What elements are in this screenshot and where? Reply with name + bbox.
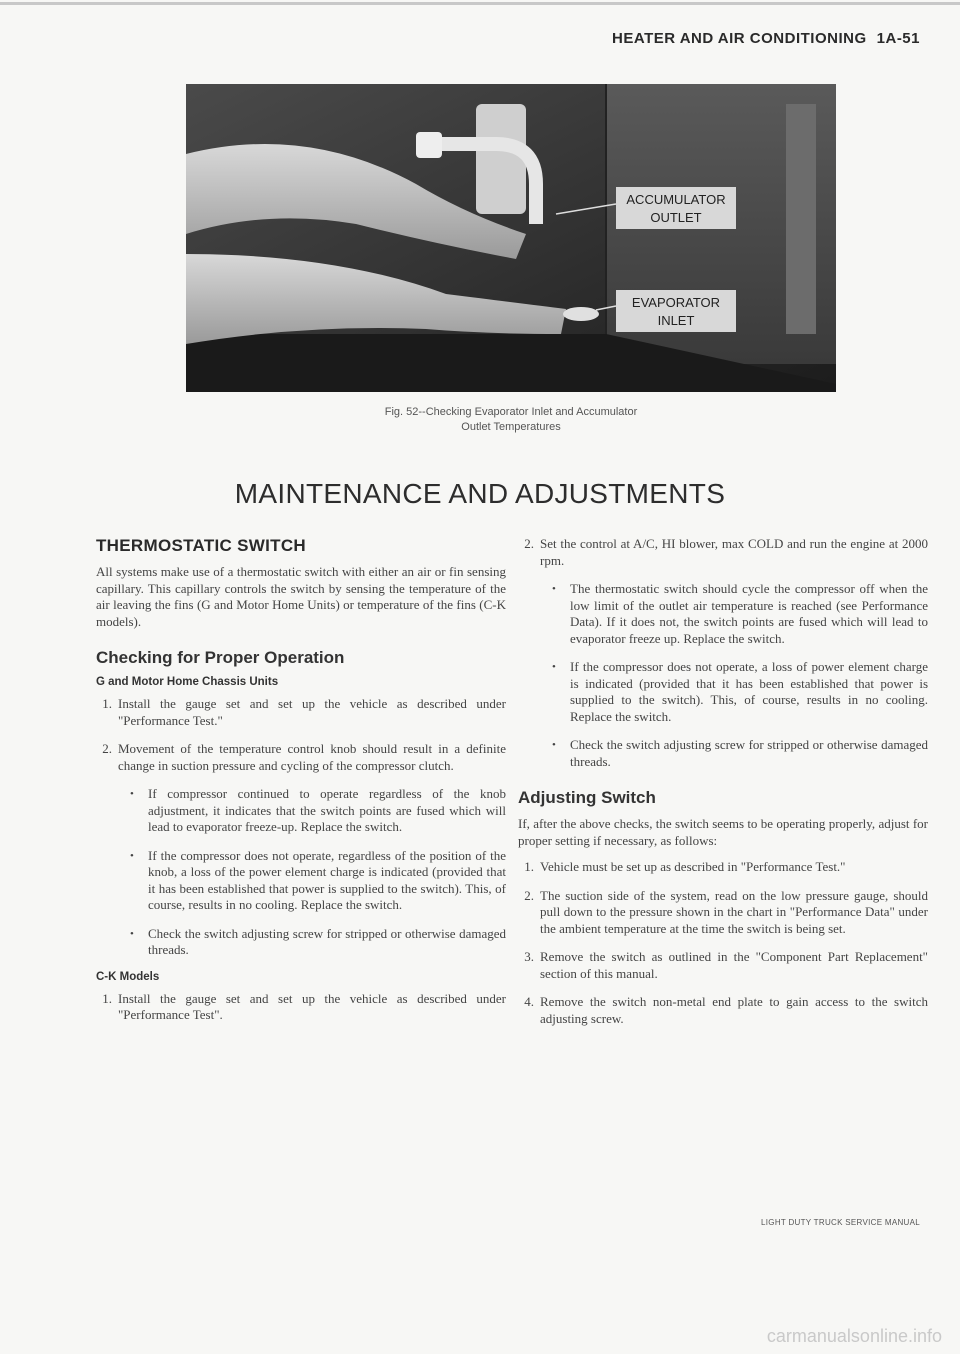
list-item xyxy=(96,848,506,914)
bullet-icon: • xyxy=(130,849,134,862)
g-units-heading: G and Motor Home Chassis Units xyxy=(96,676,279,688)
caption-line1: Fig. 52--Checking Evaporator Inlet and Accumulator xyxy=(384,406,638,418)
list-item xyxy=(96,926,506,959)
bullet-text: Check the switch adjusting screw for stripped or otherwise damaged threads. xyxy=(148,925,506,957)
figure-caption xyxy=(186,405,836,435)
step-number: 2. xyxy=(102,741,112,756)
step-text: Install the gauge set and set up the vehicle as described under "Performance Test." xyxy=(118,696,506,728)
bullet-icon: • xyxy=(552,739,556,751)
list-item xyxy=(518,659,928,725)
thermometer-probe xyxy=(563,307,599,321)
checking-operation-heading: Checking for Proper Operation xyxy=(96,648,345,667)
evaporator-label-line1: EVAPORATOR xyxy=(631,295,721,310)
step-number: 3. xyxy=(524,949,534,964)
step-text: Set the control at A/C, HI blower, max COLD and run the engine at 2000 rpm. xyxy=(540,536,928,568)
step-number: 1. xyxy=(102,696,112,711)
pipe-fitting xyxy=(416,132,442,158)
bullet-text: If the compressor does not operate, regardless of the position of the knob, a loss of the power element charge is indicated (provided that it has been established that power is supplied to the switch). This, of course, results in no cooling. Replace the switch. xyxy=(148,847,506,912)
step-number: 4. xyxy=(524,994,534,1009)
thermostatic-switch-heading: THERMOSTATIC SWITCH xyxy=(96,536,306,555)
list-item xyxy=(518,888,928,938)
adjusting-intro: If, after the above checks, the switch seems to be operating properly, adjust for proper setting if necessary, as follows: xyxy=(518,816,928,848)
accumulator-label-line1: ACCUMULATOR xyxy=(626,192,726,207)
accumulator-label xyxy=(616,187,736,229)
step-number: 1. xyxy=(102,990,112,1006)
left-column xyxy=(96,536,506,1036)
step-text: The suction side of the system, read on the low pressure gauge, should pull down to the pressure shown in the chart in "Performance Data" under the ambient temperature at the time the switch is being set. xyxy=(540,887,928,936)
watermark: carmanualsonline.info xyxy=(766,1326,942,1346)
section-title: MAINTENANCE AND ADJUSTMENTS xyxy=(234,478,726,509)
bullet-icon: • xyxy=(130,927,134,940)
list-item xyxy=(96,991,506,1024)
list-item xyxy=(518,536,928,569)
step-number: 1. xyxy=(524,859,534,874)
list-item xyxy=(518,581,928,647)
step-text: Movement of the temperature control knob should result in a definite change in suction pressure and cycling of the compressor clutch. xyxy=(118,741,506,773)
figure-photo xyxy=(186,84,836,392)
bullet-icon: • xyxy=(552,661,556,673)
list-item xyxy=(96,786,506,836)
step-number: 2. xyxy=(524,887,534,903)
page-header xyxy=(612,30,920,47)
accumulator-body xyxy=(476,104,526,214)
figure-illustration xyxy=(186,84,836,392)
step-text: Install the gauge set and set up the vehicle as described under "Performance Test". xyxy=(118,990,506,1022)
right-column xyxy=(518,536,928,1039)
accumulator-label-line2: OUTLET xyxy=(650,210,702,225)
bullet-text: If the compressor does not operate, a loss of power element charge is indicated (provided that it has been established that power is supplied to the switch). This, of course, results in no cooling. Replace the switch. xyxy=(570,659,928,724)
step-text: Vehicle must be set up as described in "Performance Test." xyxy=(540,859,846,874)
page-footer: LIGHT DUTY TRUCK SERVICE MANUAL xyxy=(761,1218,920,1227)
bullet-icon: • xyxy=(552,583,556,595)
ck-models-heading: C-K Models xyxy=(96,970,160,983)
step-number: 2. xyxy=(524,536,534,551)
caption-line2: Outlet Temperatures xyxy=(461,421,561,433)
adjusting-switch-heading: Adjusting Switch xyxy=(518,788,656,807)
step-text: Remove the switch as outlined in the "Component Part Replacement" section of this manual. xyxy=(540,949,928,981)
evaporator-label xyxy=(616,290,736,332)
page-number: 1A-51 xyxy=(876,30,920,47)
list-item xyxy=(518,737,928,770)
list-item xyxy=(518,994,928,1027)
bullet-text: Check the switch adjusting screw for stripped or otherwise damaged threads. xyxy=(570,737,928,769)
list-item xyxy=(96,741,506,774)
bullet-text: If compressor continued to operate regardless of the knob adjustment, it indicates that the switch points are fused which will lead to evaporator freeze-up. Replace the switch. xyxy=(148,786,506,834)
top-rule xyxy=(0,2,960,5)
list-item xyxy=(96,696,506,729)
bullet-text: The thermostatic switch should cycle the compressor off when the low limit of the outlet air temperature is reached (see Performance Data). If it does not, the switch points are fused which will lead to evaporator freeze up. Replace the switch. xyxy=(570,581,928,646)
header-title: HEATER AND AIR CONDITIONING xyxy=(612,30,867,47)
step-text: Remove the switch non-metal end plate to gain access to the switch adjusting screw. xyxy=(540,994,928,1026)
list-item xyxy=(518,949,928,982)
list-item xyxy=(518,859,928,876)
evaporator-label-line2: INLET xyxy=(657,313,695,328)
intro-paragraph: All systems make use of a thermostatic switch with either an air or fin sensing capillary. This capillary controls the switch by sensing the temperature of the air leaving the fins (G and Motor Home Units) or temperature of the fins (C-K models). xyxy=(96,564,506,629)
bullet-icon: • xyxy=(130,788,134,800)
